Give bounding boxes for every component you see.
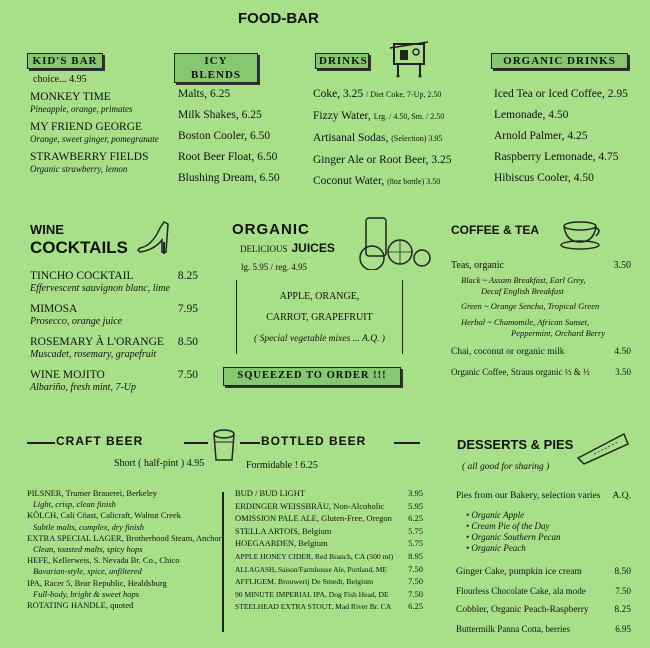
list-item: Subtle malts, complex, dry finish	[33, 521, 144, 532]
list-item: Decaf English Breakfast	[481, 286, 564, 297]
list-item: ROSEMARY À L'ORANGE 8.50 Muscadet, rosemary, grapefruit	[30, 336, 198, 360]
craft-rule-left	[27, 442, 55, 444]
craft-short: Short ( half-pint ) 4.95	[114, 458, 205, 469]
list-item: BUD / BUD LIGHT 3.95	[235, 488, 423, 498]
list-item: EXTRA SPECIAL LAGER, Brotherhood Steam, Anchor	[27, 532, 222, 543]
page-title: FOOD-BAR	[238, 10, 319, 27]
list-item: Buttermilk Panna Cotta, berries 6.95	[456, 624, 631, 634]
list-item: Cobbler, Organic Peach-Raspberry 8.25	[456, 605, 631, 615]
list-item: Bavarian-style, spice, unfiltered	[33, 566, 142, 577]
list-item: HOEGAARDEN, Belgium 5.75	[235, 538, 423, 549]
high-heel-icon	[134, 218, 174, 263]
list-item: WINE MOJITO 7.50 Albariño, fresh mint, 7-Up	[30, 369, 198, 393]
list-item: STEELHEAD EXTRA STOUT, Mad River Br. CA 6.25	[235, 601, 423, 612]
organic-drinks-list	[494, 87, 628, 185]
list-item: Clean, toasted malts, spicy hops	[33, 544, 143, 555]
list-item: OMISSION PALE ALE, Gluten-Free, Oregon 6.25	[235, 513, 423, 524]
list-item: Flourless Chocolate Cake, ala mode 7.50	[456, 586, 631, 596]
kids-bar-header: KID'S BAR	[27, 53, 103, 69]
craft-rule-right	[184, 442, 208, 444]
list-item: Black ~ Assam Breakfast, Earl Grey,	[461, 275, 586, 285]
list-item: • Organic Southern Pecan	[466, 532, 561, 542]
list-item: Light, crisp, clean finish	[33, 499, 116, 510]
desserts-sharing: ( all good for sharing )	[462, 462, 550, 472]
pie-slice-icon	[574, 428, 632, 471]
list-item: Green ~ Orange Sencha, Tropical Green	[461, 301, 600, 312]
juice-box: APPLE, ORANGE, CARROT, GRAPEFRUIT ( Special vegetable mixes ... A.Q. )	[236, 280, 403, 354]
juice-machine-icon	[388, 38, 432, 83]
list-item: ALLAGASH, Saison/Farmhouse Ale, Portland, ME 7.50	[235, 563, 423, 574]
list-item: Herbal ~ Chamomile, African Sunset,	[461, 316, 590, 327]
list-item: MONKEY TIME Pineapple, orange, primates	[30, 91, 133, 114]
juices-subheader: DELICIOUS JUICES	[240, 241, 335, 255]
coffee-list	[451, 260, 631, 377]
list-item: ERDINGER WEISSBRÄU, Non-Alcoholic 5.95	[235, 500, 423, 511]
beer-divider	[222, 492, 224, 632]
bottled-formidable: Formidable ! 6.25	[246, 460, 318, 471]
list-item: Iced Tea or Iced Coffee, 2.95	[494, 88, 628, 100]
icy-blends-header: ICY BLENDS	[174, 53, 258, 83]
bottled-beer-header: BOTTLED BEER	[261, 434, 367, 448]
list-item: AFFLIGEM, Brouwerij De Smedt, Belgium 7.50	[235, 576, 423, 587]
wine-header: WINE	[30, 222, 64, 237]
list-item: • Cream Pie of the Day	[466, 521, 550, 531]
list-item: Hibiscus Cooler, 4.50	[494, 172, 594, 184]
list-item: Malts, 6.25	[178, 88, 231, 100]
desserts-header: DESSERTS & PIES	[457, 437, 574, 452]
desserts-list	[456, 567, 631, 643]
drinks-header: DRINKS	[315, 53, 369, 69]
icy-list	[178, 87, 280, 185]
squeezed-banner: SQUEEZED TO ORDER !!!	[223, 367, 401, 386]
list-item: Full-body, bright & sweet hops	[33, 588, 140, 599]
beer-glass-icon	[210, 428, 238, 469]
list-item: APPLE HONEY CIDER, Red Branch, CA (500 ml) 8.95	[235, 550, 423, 561]
list-item: • Organic Apple	[466, 510, 525, 520]
drinks-list	[313, 87, 451, 189]
kids-choice: choice... 4.95	[33, 74, 87, 85]
list-item: Ginger Ale or Root Beer, 3.25	[313, 154, 452, 166]
organic-drinks-header: ORGANIC DRINKS	[491, 53, 628, 69]
list-item: KÖLCH, Cali Cöast, Calicraft, Walnut Creek	[27, 510, 182, 521]
juice-sizes: lg. 5.95 / reg. 4.95	[241, 262, 307, 272]
craft-list	[27, 488, 221, 611]
list-item: Teas, organic 3.50	[451, 260, 631, 271]
list-item: TINCHO COCKTAIL 8.25 Effervescent sauvignon blanc, lime	[30, 270, 198, 294]
list-item: ROTATING HANDLE, quoted	[27, 600, 134, 611]
list-item: MY FRIEND GEORGE Orange, sweet ginger, pomegranate	[30, 121, 159, 144]
list-item: STRAWBERRY FIELDS Organic strawberry, lemon	[30, 151, 149, 174]
list-item: MIMOSA 7.95 Prosecco, orange juice	[30, 303, 198, 327]
list-item: STELLA ARTOIS, Belgium 5.75	[235, 525, 423, 536]
list-item: IPA, Racer 5, Bear Republic, Healdsburg	[27, 577, 167, 588]
pies-line: Pies from our Bakery, selection varies A.Q.	[456, 491, 631, 501]
list-item: Milk Shakes, 6.25	[178, 109, 262, 121]
pie-list	[466, 510, 561, 554]
wine-list	[30, 269, 198, 393]
cocktails-header: COCKTAILS	[30, 238, 128, 257]
list-item: • Organic Peach	[466, 543, 526, 553]
bottled-list	[235, 488, 423, 614]
juices-header: ORGANIC	[232, 221, 310, 238]
bottled-rule-right	[394, 442, 420, 444]
list-item: Raspberry Lemonade, 4.75	[494, 151, 619, 163]
list-item: Root Beer Float, 6.50	[178, 151, 278, 163]
list-item: Boston Cooler, 6.50	[178, 130, 271, 142]
list-item: Fizzy Water, Lrg. / 4.50, Sm. / 2.50	[313, 110, 445, 122]
coffee-header: COFFEE & TEA	[451, 223, 540, 237]
list-item: PILSNER, Trumer Brauerei, Berkeley	[27, 488, 158, 498]
list-item: Blushing Dream, 6.50	[178, 172, 280, 184]
list-item: Chai, coconut or organic milk 4.50	[451, 347, 631, 358]
list-item: Artisanal Sodas, (Selection) 3.95	[313, 132, 443, 144]
list-item: Coke, 3.25 / Diet Coke, 7-Up, 2.50	[313, 88, 442, 100]
list-item: Peppermint, Orchard Berry	[511, 327, 606, 338]
fruits-icon	[352, 214, 432, 275]
list-item: 90 MINUTE IMPERIAL IPA, Dog Fish Head, DE 7.50	[235, 588, 423, 599]
list-item: Ginger Cake, pumpkin ice cream 8.50	[456, 567, 631, 577]
list-item: Arnold Palmer, 4.25	[494, 130, 588, 142]
craft-beer-header: CRAFT BEER	[56, 434, 144, 448]
list-item: Organic Coffee, Straus organic ½ & ½ 3.50	[451, 367, 631, 378]
list-item: Lemonade, 4.50	[494, 109, 569, 121]
list-item: Coconut Water, (8oz bottle) 3.50	[313, 175, 441, 187]
list-item: HEFE, Kellerweis, S. Nevada Br. Co., Chico	[27, 555, 180, 566]
teacup-icon	[560, 218, 602, 255]
bottled-rule-left	[240, 442, 260, 444]
